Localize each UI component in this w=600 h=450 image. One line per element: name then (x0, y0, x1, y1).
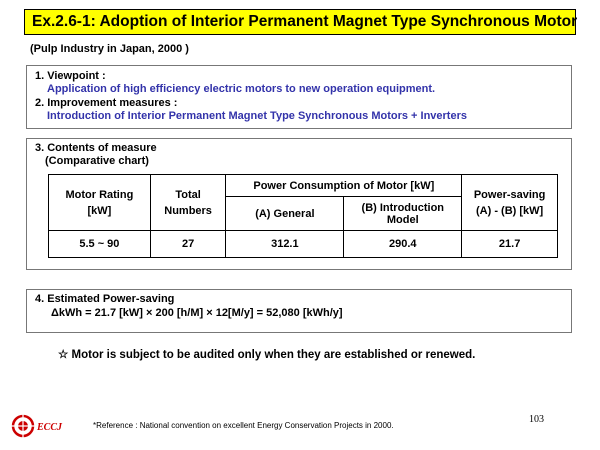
estimate-box (26, 289, 572, 333)
cell-introduction: 290.4 (344, 231, 462, 258)
header-motor-rating: Motor Rating [kW] (49, 175, 151, 231)
cell-rating: 5.5 ~ 90 (49, 231, 151, 258)
eccj-logo (10, 413, 70, 439)
page-number: 103 (529, 414, 544, 425)
estimate-formula: ΔkWh = 21.7 [kW] × 200 [h/M] × 12[M/y] = 52,080 [kWh/y] (51, 307, 343, 319)
cell-general: 312.1 (226, 231, 344, 258)
cell-numbers: 27 (150, 231, 226, 258)
viewpoint-heading: 1. Viewpoint : (35, 70, 106, 82)
reference-note: *Reference : National convention on excellent Energy Conservation Projects in 2000. (93, 421, 394, 430)
header-power-consumption: Power Consumption of Motor [kW] (226, 175, 462, 197)
scope-note: (Pulp Industry in Japan, 2000 ) (30, 43, 189, 55)
contents-heading: 3. Contents of measure (35, 142, 157, 154)
improvement-text: Introduction of Interior Permanent Magnet Type Synchronous Motors + Inverters (47, 110, 467, 122)
cell-saving: 21.7 (462, 231, 558, 258)
header-introduction-model: (B) Introduction Model (344, 197, 462, 231)
audit-note: ☆ Motor is subject to be audited only when they are established or renewed. (58, 349, 476, 361)
header-power-saving: Power-saving (A) - (B) [kW] (462, 175, 558, 231)
viewpoint-box (26, 65, 572, 129)
viewpoint-text: Application of high efficiency electric motors to new operation equipment. (47, 83, 436, 95)
logo-emblem-icon (11, 414, 35, 438)
estimate-heading: 4. Estimated Power-saving (35, 293, 175, 305)
page-title: Ex.2.6-1: Adoption of Interior Permanent Magnet Type Synchronous Motor (24, 9, 576, 35)
header-general: (A) General (226, 197, 344, 231)
header-total-numbers: Total Numbers (150, 175, 226, 231)
contents-subheading: (Comparative chart) (45, 155, 149, 167)
comparative-table (48, 174, 558, 258)
improvement-heading: 2. Improvement measures : (35, 97, 178, 109)
svg-text:ECCJ: ECCJ (37, 422, 63, 433)
table-row (49, 231, 558, 258)
